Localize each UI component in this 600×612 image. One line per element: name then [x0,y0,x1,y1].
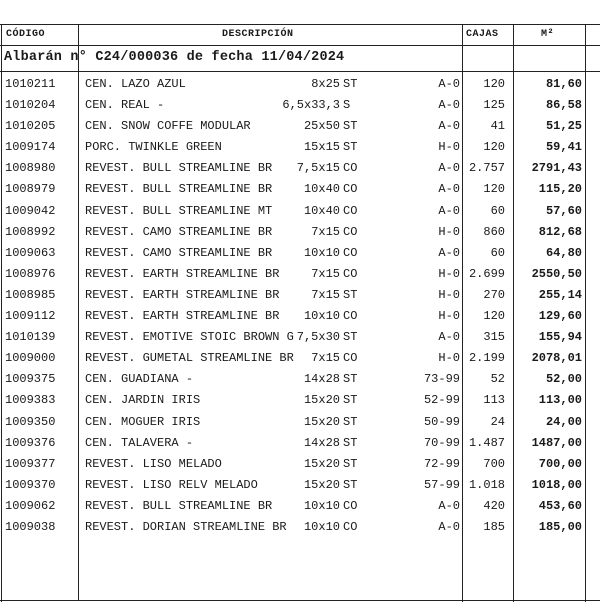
code-cell: 1009063 [5,245,56,260]
grade-cell: A-0 [438,498,460,513]
description-cell: REVEST. GUMETAL STREAMLINE BR [85,351,294,366]
header-m2: M² [541,29,555,40]
grade-cell: H-0 [438,140,460,155]
code-cell: 1008979 [5,182,56,197]
type-cell: CO [343,351,358,366]
code-cell: 1009370 [5,477,56,492]
code-cell: 1009062 [5,498,56,513]
m2-cell: 129,60 [538,309,582,324]
table-row [0,74,600,95]
type-cell: ST [343,287,358,302]
description-cell: REVEST. BULL STREAMLINE BR [85,182,273,197]
grade-cell: H-0 [438,351,460,366]
m2-cell: 185,00 [538,519,582,534]
code-cell: 1010205 [5,119,56,134]
grade-cell: A-0 [438,119,460,134]
m2-cell: 81,60 [545,77,582,91]
description-cell: REVEST. EMOTIVE STOIC BROWN G [85,330,294,345]
cajas-cell: 41 [490,119,505,134]
cajas-cell: 315 [483,330,505,345]
cajas-cell: 120 [483,140,505,155]
description-cell: REVEST. EARTH STREAMLINE BR [85,287,280,302]
size-cell: 7x15 [311,351,340,366]
table-row [0,158,600,179]
type-cell: CO [343,203,358,218]
albaran-separator [0,71,600,72]
m2-cell: 57,60 [545,203,582,218]
m2-cell: 2078,01 [531,351,582,366]
cajas-cell: 2.699 [468,266,505,281]
type-cell: CO [343,266,358,281]
cajas-cell: 700 [483,456,505,471]
size-cell: 7x15 [311,266,340,281]
size-cell: 15x20 [303,414,340,429]
table-row [0,95,600,116]
cajas-cell: 860 [483,224,505,239]
grade-cell: H-0 [438,287,460,302]
m2-cell: 115,20 [538,182,582,197]
m2-cell: 113,00 [538,393,582,408]
description-cell: REVEST. CAMO STREAMLINE BR [85,224,273,239]
description-cell: CEN. GUADIANA - [85,372,194,387]
description-cell: REVEST. EARTH STREAMLINE BR [85,309,280,324]
cajas-cell: 120 [483,77,505,91]
size-cell: 7,5x15 [296,161,340,176]
size-cell: 10x10 [303,309,340,324]
table-row [0,116,600,137]
m2-cell: 24,00 [545,414,582,429]
m2-cell: 51,25 [545,119,582,134]
table-row [0,306,600,327]
cajas-cell: 125 [483,98,505,113]
code-cell: 1008976 [5,266,56,281]
description-cell: REVEST. CAMO STREAMLINE BR [85,245,273,260]
table-row [0,369,600,390]
cajas-cell: 420 [483,498,505,513]
grade-cell: A-0 [438,98,460,113]
size-cell: 10x40 [303,203,340,218]
code-cell: 1008980 [5,161,56,176]
grade-cell: 73-99 [423,372,460,387]
description-cell: CEN. LAZO AZUL [85,77,186,91]
header-codigo: CÓDIGO [6,29,46,40]
description-cell: REVEST. EARTH STREAMLINE BR [85,266,280,281]
grade-cell: 57-99 [423,477,460,492]
code-cell: 1008992 [5,224,56,239]
m2-cell: 255,14 [538,287,582,302]
table-row [0,475,600,496]
cajas-cell: 120 [483,182,505,197]
table-row [0,348,600,369]
type-cell: CO [343,161,358,176]
table-row [0,496,600,517]
cajas-cell: 1.018 [468,477,505,492]
description-cell: PORC. TWINKLE GREEN [85,140,222,155]
type-cell: ST [343,393,358,408]
cajas-cell: 185 [483,519,505,534]
type-cell: ST [343,372,358,387]
bottom-border [0,600,600,601]
header-descripcion: DESCRIPCIÓN [222,29,294,40]
description-cell: REVEST. DORIAN STREAMLINE BR [85,519,287,534]
cajas-cell: 60 [490,203,505,218]
description-cell: REVEST. BULL STREAMLINE BR [85,161,273,176]
size-cell: 7,5x30 [296,330,340,345]
m2-cell: 700,00 [538,456,582,471]
description-cell: CEN. JARDIN IRIS [85,393,201,408]
size-cell: 10x10 [303,245,340,260]
cajas-cell: 120 [483,309,505,324]
top-border [0,24,600,25]
m2-cell: 2791,43 [531,161,582,176]
size-cell: 15x20 [303,456,340,471]
code-cell: 1009038 [5,519,56,534]
table-row [0,517,600,538]
header-separator [0,45,600,46]
grade-cell: 72-99 [423,456,460,471]
description-cell: CEN. TALAVERA - [85,435,194,450]
table-row [0,243,600,264]
code-cell: 1009000 [5,351,56,366]
type-cell: CO [343,182,358,197]
table-row [0,285,600,306]
cajas-cell: 2.757 [468,161,505,176]
code-cell: 1010139 [5,330,56,345]
type-cell: CO [343,224,358,239]
type-cell: ST [343,435,358,450]
description-cell: CEN. MOGUER IRIS [85,414,201,429]
description-cell: REVEST. BULL STREAMLINE MT [85,203,273,218]
description-cell: REVEST. BULL STREAMLINE BR [85,498,273,513]
grade-cell: A-0 [438,161,460,176]
code-cell: 1009376 [5,435,56,450]
code-cell: 1009383 [5,393,56,408]
table-row [0,433,600,454]
grade-cell: 52-99 [423,393,460,408]
size-cell: 7x15 [311,224,340,239]
code-cell: 1009375 [5,372,56,387]
type-cell: ST [343,77,358,91]
type-cell: S [343,98,351,113]
size-cell: 7x15 [311,287,340,302]
table-body [0,74,600,538]
size-cell: 15x15 [303,140,340,155]
header-cajas: CAJAS [466,29,499,40]
table-row [0,201,600,222]
m2-cell: 64,80 [545,245,582,260]
size-cell: 10x40 [303,182,340,197]
code-cell: 1009350 [5,414,56,429]
table-row [0,179,600,200]
code-cell: 1009377 [5,456,56,471]
type-cell: ST [343,456,358,471]
description-cell: CEN. SNOW COFFE MODULAR [85,119,251,134]
m2-cell: 453,60 [538,498,582,513]
m2-cell: 59,41 [545,140,582,155]
code-cell: 1009174 [5,140,56,155]
cajas-cell: 2.199 [468,351,505,366]
description-cell: REVEST. LISO RELV MELADO [85,477,258,492]
size-cell: 10x10 [303,498,340,513]
table-row [0,137,600,158]
size-cell: 10x10 [303,519,340,534]
m2-cell: 155,94 [538,330,582,345]
grade-cell: A-0 [438,203,460,218]
grade-cell: A-0 [438,182,460,197]
type-cell: ST [343,119,358,134]
cajas-cell: 24 [490,414,505,429]
m2-cell: 1018,00 [531,477,582,492]
size-cell: 14x28 [303,435,340,450]
table-row [0,222,600,243]
table-row [0,412,600,433]
type-cell: CO [343,245,358,260]
grade-cell: H-0 [438,309,460,324]
cajas-cell: 60 [490,245,505,260]
code-cell: 1010204 [5,98,56,113]
size-cell: 25x50 [303,119,340,134]
m2-cell: 2550,50 [531,266,582,281]
description-cell: CEN. REAL - [85,98,165,113]
table-row [0,264,600,285]
size-cell: 6,5x33,3 [282,98,340,113]
m2-cell: 86,58 [545,98,582,113]
size-cell: 15x20 [303,477,340,492]
code-cell: 1009112 [5,309,56,324]
type-cell: CO [343,498,358,513]
m2-cell: 812,68 [538,224,582,239]
size-cell: 15x20 [303,393,340,408]
size-cell: 8x25 [311,77,340,91]
code-cell: 1010211 [5,77,56,91]
grade-cell: A-0 [438,330,460,345]
grade-cell: 50-99 [423,414,460,429]
table-row [0,327,600,348]
grade-cell: A-0 [438,77,460,91]
cajas-cell: 270 [483,287,505,302]
cajas-cell: 1.487 [468,435,505,450]
size-cell: 14x28 [303,372,340,387]
type-cell: ST [343,477,358,492]
description-cell: REVEST. LISO MELADO [85,456,222,471]
code-cell: 1008985 [5,287,56,302]
type-cell: ST [343,414,358,429]
grade-cell: A-0 [438,519,460,534]
type-cell: ST [343,140,358,155]
cajas-cell: 52 [490,372,505,387]
grade-cell: H-0 [438,224,460,239]
type-cell: CO [343,519,358,534]
cajas-cell: 113 [483,393,505,408]
type-cell: CO [343,309,358,324]
grade-cell: H-0 [438,266,460,281]
m2-cell: 52,00 [545,372,582,387]
m2-cell: 1487,00 [531,435,582,450]
albaran-title: Albarán n° C24/000036 de fecha 11/04/2024 [4,50,345,65]
grade-cell: 70-99 [423,435,460,450]
type-cell: ST [343,330,358,345]
grade-cell: A-0 [438,245,460,260]
table-row [0,454,600,475]
code-cell: 1009042 [5,203,56,218]
table-row [0,390,600,411]
